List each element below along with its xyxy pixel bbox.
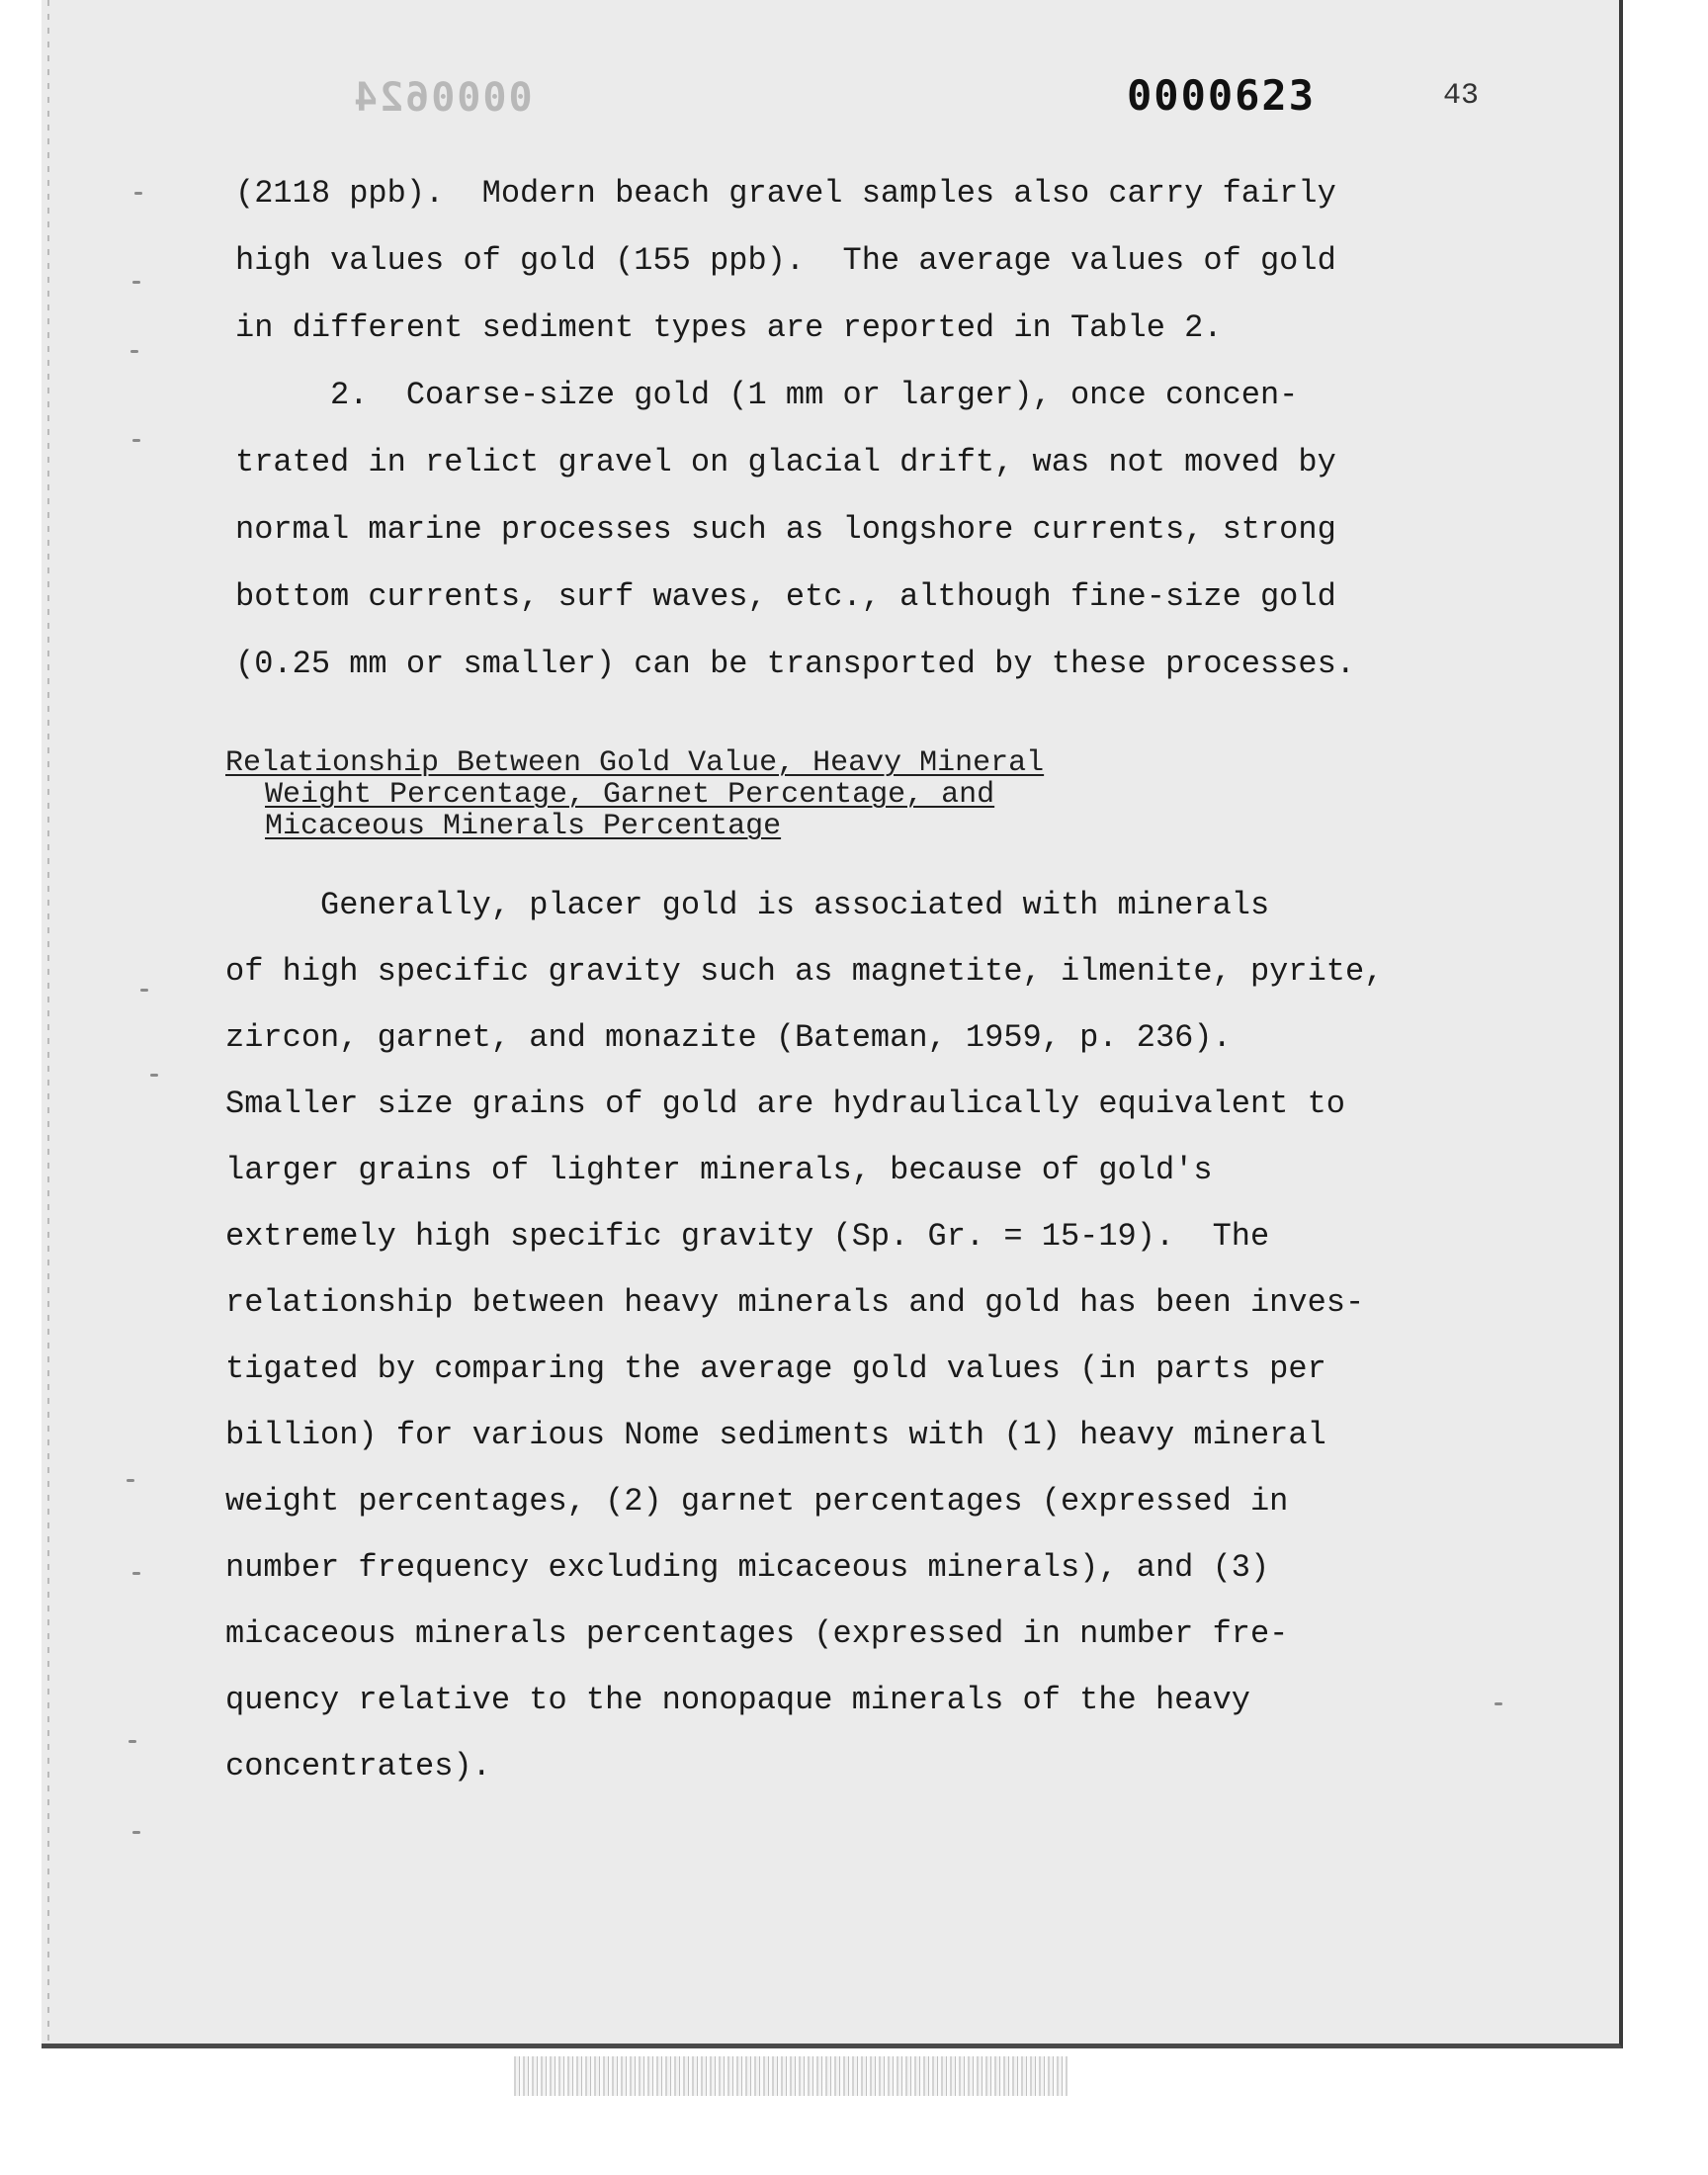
page-left-edge	[47, 0, 49, 2044]
text-line: trated in relict gravel on glacial drift, was not moved by	[235, 444, 1336, 480]
text-line: number frequency excluding micaceous minerals), and (3)	[225, 1549, 1270, 1586]
text-line: 2. Coarse-size gold (1 mm or larger), once concen-	[235, 377, 1299, 413]
text-line: micaceous minerals percentages (expressed in number fre-	[225, 1615, 1289, 1652]
margin-mark	[132, 439, 140, 442]
scan-artifact-strip	[514, 2056, 1068, 2096]
text-line: quency relative to the nonopaque minerals of the heavy	[225, 1682, 1250, 1718]
text-line: weight percentages, (2) garnet percentages (expressed in	[225, 1483, 1289, 1520]
text-line: concentrates).	[225, 1748, 491, 1784]
margin-mark	[130, 350, 138, 353]
page-number: 43	[1443, 79, 1480, 113]
heading-line: Relationship Between Gold Value, Heavy Mineral	[225, 746, 1045, 780]
text-line: larger grains of lighter minerals, because of gold's	[225, 1152, 1213, 1188]
text-line: (0.25 mm or smaller) can be transported by these processes.	[235, 646, 1355, 682]
text-line: of high specific gravity such as magnetite, ilmenite, pyrite,	[225, 953, 1384, 990]
text-line: bottom currents, surf waves, etc., although fine-size gold	[235, 578, 1336, 615]
text-line: normal marine processes such as longshore currents, strong	[235, 511, 1336, 548]
stamp-number: 0000623	[1127, 71, 1317, 120]
margin-mark	[128, 1740, 136, 1743]
text-line: in different sediment types are reported in Table 2.	[235, 309, 1223, 346]
margin-mark	[127, 1479, 134, 1482]
margin-mark	[140, 989, 148, 992]
text-line: relationship between heavy minerals and gold has been inves-	[225, 1284, 1365, 1321]
text-line: tigated by comparing the average gold values (in parts per	[225, 1350, 1326, 1387]
text-line: extremely high specific gravity (Sp. Gr. = 15-19). The	[225, 1218, 1270, 1255]
text-line: Generally, placer gold is associated with minerals	[225, 887, 1270, 923]
margin-mark	[134, 192, 142, 195]
heading-line: Weight Percentage, Garnet Percentage, and	[265, 778, 995, 812]
text-line: zircon, garnet, and monazite (Bateman, 1959, p. 236).	[225, 1019, 1232, 1056]
text-line: billion) for various Nome sediments with (1) heavy mineral	[225, 1417, 1326, 1453]
margin-mark	[150, 1074, 158, 1077]
text-line: high values of gold (155 ppb). The average values of gold	[235, 242, 1336, 279]
heading-line: Micaceous Minerals Percentage	[265, 810, 782, 843]
margin-mark	[132, 281, 140, 284]
margin-mark	[132, 1831, 140, 1834]
ghost-stamp-number: 0000624	[352, 75, 533, 121]
margin-mark	[132, 1572, 140, 1575]
margin-mark	[1494, 1702, 1502, 1705]
text-line: Smaller size grains of gold are hydraulically equivalent to	[225, 1086, 1345, 1122]
scanned-page	[42, 0, 1623, 2048]
text-line: (2118 ppb). Modern beach gravel samples also carry fairly	[235, 175, 1336, 212]
